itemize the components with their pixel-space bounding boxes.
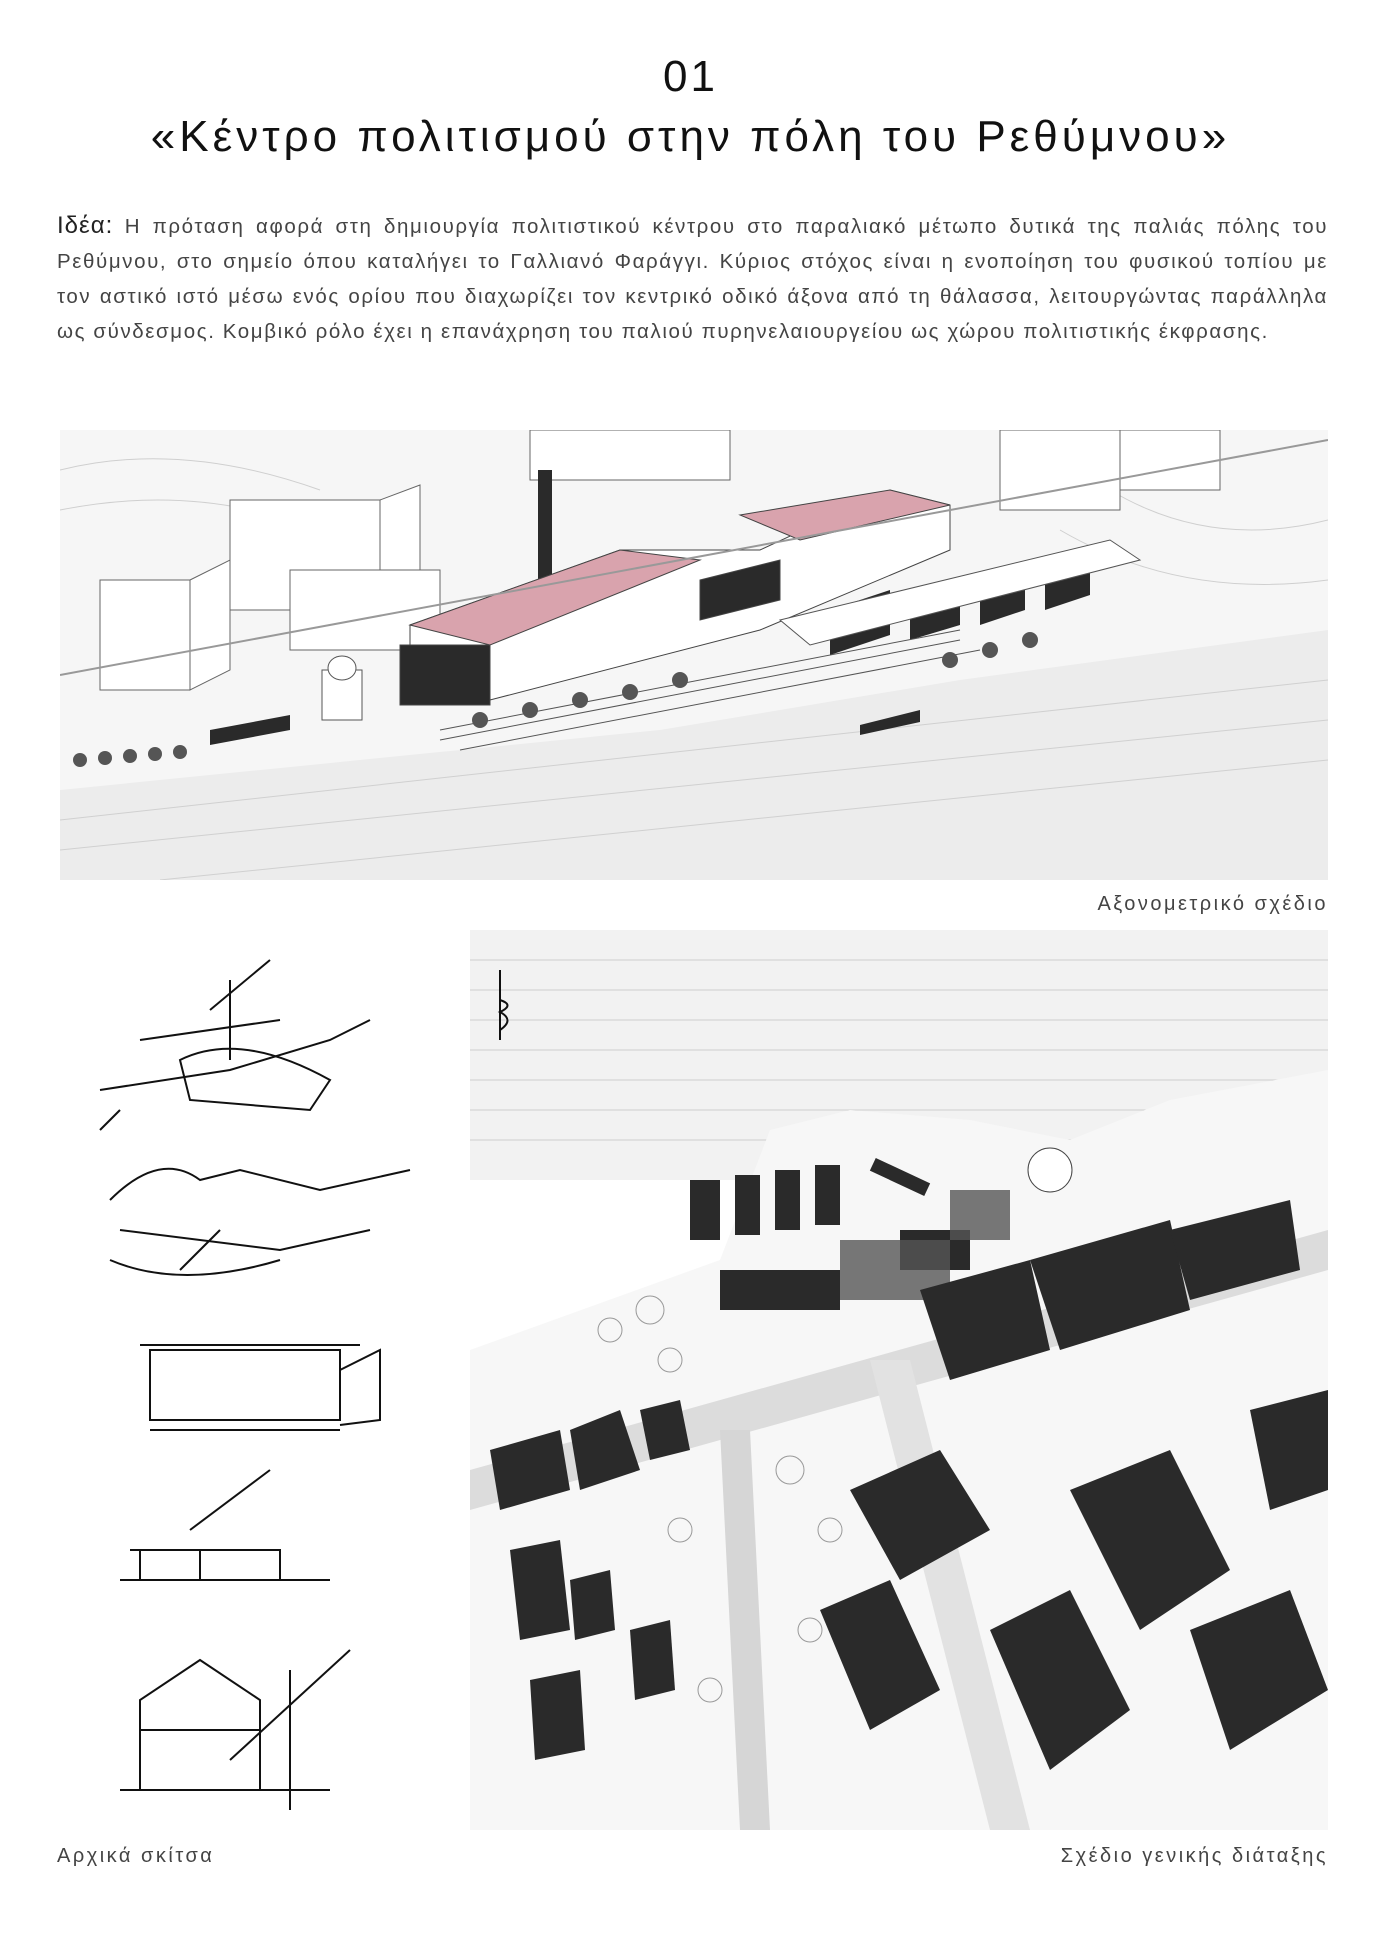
sketch-4 bbox=[130, 1550, 280, 1580]
project-description bbox=[57, 208, 1328, 349]
sheet-title: «Κέντρο πολιτισμού στην πόλη του Ρεθύμνου» bbox=[150, 112, 1231, 161]
sketch-5 bbox=[140, 1660, 260, 1790]
sketches-column bbox=[80, 930, 460, 1830]
sketches-caption: Αρχικά σκίτσα bbox=[57, 1845, 215, 1867]
axonometric-drawing bbox=[60, 430, 1328, 880]
description-text: Η πρόταση αφορά στη δημιουργία πολιτιστικού κέντρου στο παραλιακό μέτωπο δυτικά της παλιάς πόλης του Ρεθύμνου, στο σημείο όπου καταλήγει το Γαλλιανό Φαράγγι. Κύριος στόχος είναι η ενοποίηση του φυσικού τοπίου με τον αστικό ιστό μέσω ενός ορίου που διαχωρίζει τον κεντρικό οδικό άξονα από τη θάλασσα, λειτουργώντας παράλληλα ως σύνδεσμος. Κομβικό ρόλο έχει η επανάχρηση του παλιού πυρηνελαιουργείου ως χώρου πολιτιστικής έκφρασης. bbox=[57, 215, 1329, 343]
description-label: Ιδέα: bbox=[57, 212, 114, 239]
site-plan-drawing bbox=[470, 930, 1328, 1830]
axonometric-caption: Αξονομετρικό σχέδιο bbox=[1097, 893, 1328, 915]
sketch-3 bbox=[150, 1350, 340, 1420]
sheet-number: 01 bbox=[663, 52, 718, 101]
sketch-2 bbox=[110, 1169, 410, 1200]
site-plan-caption: Σχέδιο γενικής διάταξης bbox=[1060, 1845, 1328, 1867]
